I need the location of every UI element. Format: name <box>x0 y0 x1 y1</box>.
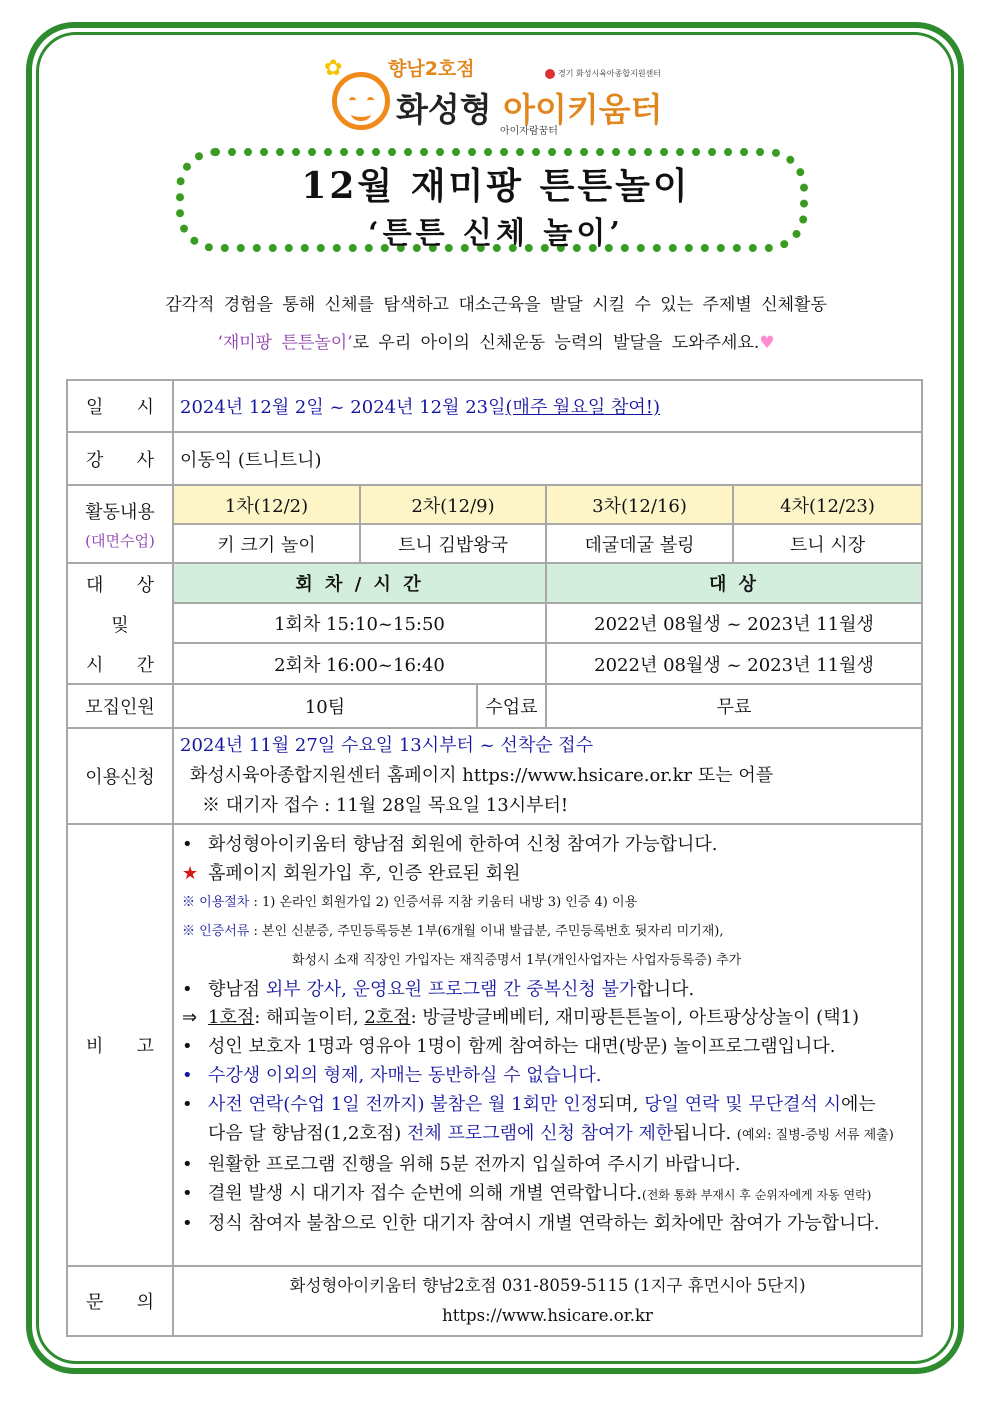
apply-info: 2024년 11월 27일 수요일 13시부터 ~ 선착순 접수 화성시육아종합지원센터 홈페이지 https://www.hsicare.or.kr 또는 어플 ※ 대기자 접수 : 11월 28일 목요일 13시부터! <box>173 728 922 824</box>
session-1-title: 키 크기 놀이 <box>173 524 360 563</box>
session-1-label: 1차(12/2) <box>173 485 360 524</box>
schedule-2-target: 2022년 08월생 ~ 2023년 11월생 <box>546 643 922 684</box>
time-header: 회 차 / 시 간 <box>173 563 546 603</box>
brand-name: 화성형 아이키움터 <box>396 90 663 129</box>
note-item: ※ 인증서류 : 본인 신분증, 주민등록등본 1부(6개월 이내 발급분, 주민등록번호 뒷자리 미기재), <box>182 923 724 939</box>
info-table <box>66 379 923 1337</box>
teacher-value: 이동익 (트니트니) <box>173 432 922 485</box>
session-4-label: 4차(12/23) <box>733 485 922 524</box>
note-item: • 사전 연락(수업 1일 전까지) 불참은 월 1회만 인정되며, 당일 연락 및 무단결석 시에는 <box>182 1094 876 1116</box>
note-item: • 원활한 프로그램 진행을 위해 5분 전까지 입실하여 주시기 바랍니다. <box>182 1153 741 1175</box>
note-item: • 성인 보호자 1명과 영유아 1명이 함께 참여하는 대면(방문) 놀이프로그램입니다. <box>182 1036 836 1058</box>
arrow-icon: ⇒ <box>182 1007 198 1029</box>
session-2-label: 2차(12/9) <box>360 485 546 524</box>
note-item: 다음 달 향남점(1,2호점) 전체 프로그램에 신청 참여가 제한됩니다. (예외: 질병-증빙 서류 제출) <box>208 1123 894 1145</box>
intro-line-1: 감각적 경험을 통해 신체를 탐색하고 대소근육을 발달 시킬 수 있는 주제별 신체활동 <box>165 295 827 315</box>
schedule-2-time: 2회차 16:00~16:40 <box>173 643 546 684</box>
session-4-title: 트니 시장 <box>733 524 922 563</box>
notes-list <box>173 824 922 1266</box>
center-logo: 경기 화성시육아종합지원센터 <box>545 68 661 79</box>
smile-face-icon <box>332 72 390 130</box>
activity-label: 활동내용 (대면수업) <box>67 485 173 563</box>
note-item: • 정식 참여자 불참으로 인한 대기자 참여시 개별 연락하는 회차에만 참여가 가능합니다. <box>182 1212 880 1234</box>
fee-label: 수업료 <box>477 684 546 728</box>
target-header: 대 상 <box>546 563 922 603</box>
date-label: 일 시 <box>67 380 173 432</box>
heart-icon: ♥ <box>759 333 775 353</box>
contact-label: 문 의 <box>67 1266 173 1336</box>
center-logo-icon <box>545 69 555 79</box>
note-item: • 화성형아이키움터 향남점 회원에 한하여 신청 참여가 가능합니다. <box>182 834 718 855</box>
session-2-title: 트니 김밥왕국 <box>360 524 546 563</box>
session-3-label: 3차(12/16) <box>546 485 733 524</box>
fee-value: 무료 <box>546 684 922 728</box>
note-item: • 수강생 이외의 형제, 자매는 동반하실 수 없습니다. <box>182 1065 602 1087</box>
branch-name: 향남2호점 <box>388 58 475 80</box>
brand-sub: 아이자람꿈터 <box>500 126 558 137</box>
contact-link[interactable]: https://www.hsicare.or.kr <box>442 1306 653 1325</box>
note-item: ★ 홈페이지 회원가입 후, 인증 완료된 회원 <box>182 860 913 889</box>
recruit-value: 10팀 <box>173 684 477 728</box>
flower-icon: ✿ <box>324 56 343 81</box>
note-item: • 결원 발생 시 대기자 접수 순번에 의해 개별 연락합니다.(전화 통화 부재시 후 순위자에게 자동 연락) <box>182 1182 872 1204</box>
teacher-label: 강 사 <box>67 432 173 485</box>
session-3-title: 데굴데굴 볼링 <box>546 524 733 563</box>
date-value: 2024년 12월 2일 ~ 2024년 12월 23일(매주 월요일 참여!) <box>173 380 922 432</box>
intro-line-2: ‘재미팡 튼튼놀이’로 우리 아이의 신체운동 능력의 발달을 도와주세요.♥ <box>217 333 775 353</box>
page-subtitle: ‘튼튼 신체 놀이’ <box>368 216 624 251</box>
schedule-1-time: 1회차 15:10~15:50 <box>173 603 546 643</box>
apply-label: 이용신청 <box>67 728 173 824</box>
target-time-label: 대 상 및 시 간 <box>67 563 173 684</box>
note-item: ※ 이용절차 : 1) 온라인 회원가입 2) 인증서류 지참 키움터 내방 3) 인증 4) 이용 <box>182 894 638 910</box>
recruit-label: 모집인원 <box>67 684 173 728</box>
star-icon: ★ <box>182 862 199 884</box>
note-item: • 향남점 외부 강사, 운영요원 프로그램 간 중복신청 불가합니다. <box>182 978 695 1000</box>
page-title: 12월 재미팡 튼튼놀이 <box>301 165 691 207</box>
contact-info: 화성형아이키움터 향남2호점 031-8059-5115 (1지구 휴먼시아 5단지) https://www.hsicare.or.kr <box>173 1266 922 1336</box>
note-item: ⇒ 1호점: 해피놀이터, 2호점: 방글방글베베터, 재미팡튼튼놀이, 아트팡상상놀이 (택1) <box>182 1004 913 1033</box>
note-item: 화성시 소재 직장인 가입자는 재직증명서 1부(개인사업자는 사업자등록증) 추가 <box>292 952 742 968</box>
schedule-1-target: 2022년 08월생 ~ 2023년 11월생 <box>546 603 922 643</box>
notes-label: 비 고 <box>67 824 173 1266</box>
